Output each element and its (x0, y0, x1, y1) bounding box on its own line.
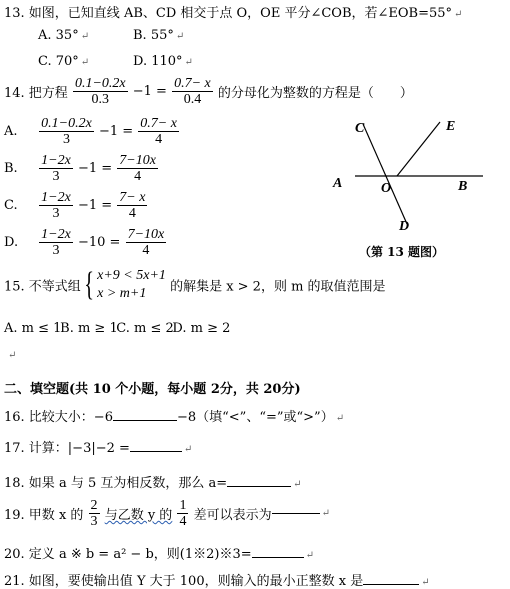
label-b: B (458, 179, 468, 194)
q13-option-c: C. 70° ↵ (38, 54, 90, 69)
q15-option-c: C. m ≤ 2 (116, 321, 174, 336)
figure-caption: （第 13 题图） (359, 245, 445, 259)
q14-prefix: 14. 把方程 (4, 86, 68, 101)
ray-oe (397, 122, 440, 176)
q14-fraction-2: $\frac{0.7- x}{0.4}$ (174, 76, 211, 107)
q13-option-a: A. 35° ↵ (38, 28, 90, 43)
q15-option-d: D. m ≥ 2 (172, 321, 231, 336)
q15-stem: 15. 不等式组{ x+9 < 5x+1 x > m+1 的解集是 x > 2，则 m 的取值范围是 (4, 266, 386, 303)
q21: 21. 如图，要使输出值 Y 大于 100，则输入的最小正整数 x 是 ↵ (4, 574, 430, 589)
q13-stem: 13. 如图，已知直线 AB、CD 相交于点 O，OE 平分∠COB，若∠EOB=55° ↵ (4, 6, 463, 21)
q18: 18. 如果 a 与 5 互为相反数，那么 a= ↵ (4, 476, 302, 491)
inequality-system: x+9 < 5x+1 x > m+1 (97, 268, 166, 301)
line-cd (363, 124, 407, 224)
q19: 19. 甲数 x 的 $\frac{2}{3}$ 与乙数 y 的 $\frac{1}{4}$ 差可以表示为 ↵ (4, 498, 330, 529)
system-brace: { (84, 266, 94, 303)
paragraph-mark: ↵ (8, 350, 17, 361)
q13-option-b: B. 55° ↵ (133, 28, 185, 43)
q13-figure (325, 112, 505, 267)
q14-option-a: A. $\frac{0.1-0.2x}{3}$ −1 = $\frac{0.7- x}{4}$ (4, 116, 177, 147)
q14-option-b: B. $\frac{1-2x}{3}$ −1 = $\frac{7-10x}{4}$ (4, 153, 156, 184)
q13-option-d: D. 110° ↵ (133, 54, 193, 69)
q15-option-b: B. m ≥ 1 (60, 321, 118, 336)
label-d: D (399, 219, 410, 234)
q14-option-c: C. $\frac{1-2x}{3}$ −1 = $\frac{7- x}{4}$ (4, 190, 146, 221)
q17: 17. 计算：|−3|−2 = ↵ (4, 441, 193, 456)
label-e: E (446, 119, 456, 134)
q14-fraction-1: $\frac{0.1-0.2x}{0.3}$ (74, 76, 126, 107)
q14-stem: 14. 把方程 $\frac{0.1-0.2x}{0.3}$ −1 = $\frac{0.7- x}{0.4}$ 的分母化为整数的方程是（ ） (4, 76, 413, 107)
label-c: C (355, 121, 365, 136)
q20: 20. 定义 a ※ b = a² − b，则(1※2)※3= ↵ (4, 547, 315, 562)
q15-options (4, 321, 230, 336)
q14-option-d: D. $\frac{1-2x}{3}$ −10 = $\frac{7-10x}{4}$ (4, 227, 165, 258)
label-o: O (381, 181, 392, 196)
section-2-heading: 二、填空题(共 10 个小题，每小题 2分，共 20分) (4, 382, 301, 397)
q15-option-a: A. m ≤ 1 (4, 321, 62, 336)
label-a: A (333, 176, 343, 191)
q16: 16. 比较大小：−6 −8（填“<”、“=”或“>”） ↵ (4, 410, 345, 425)
